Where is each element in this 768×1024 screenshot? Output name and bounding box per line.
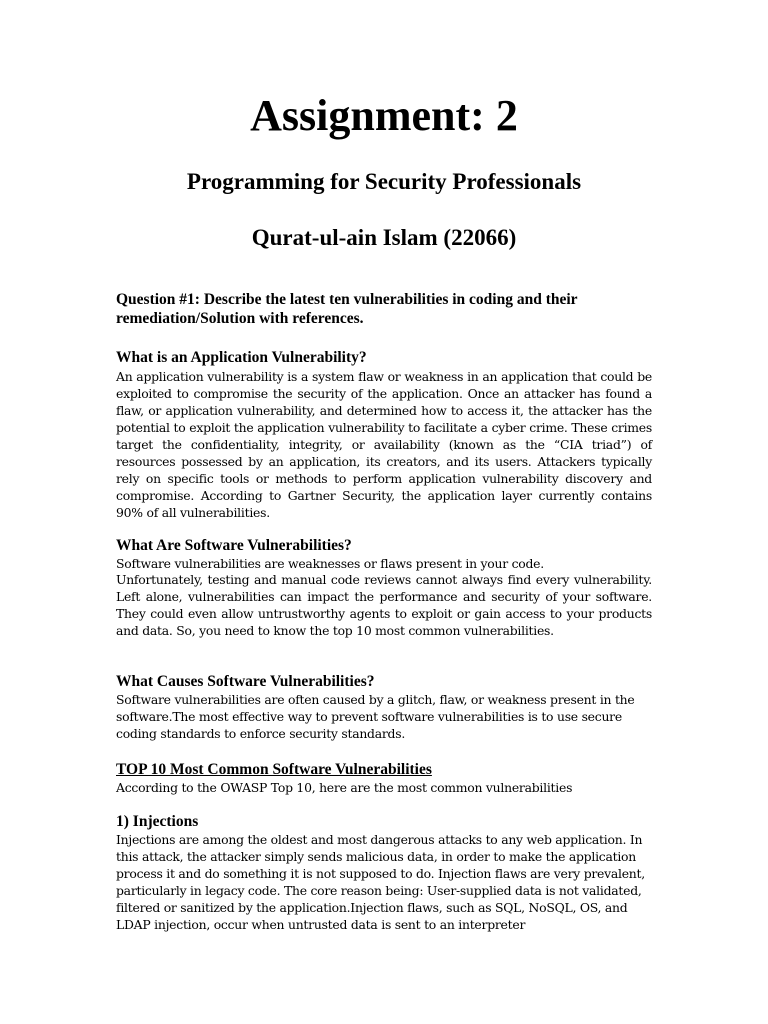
paragraph-causes: Software vulnerabilities are often caused by a glitch, flaw, or weakness present in the software.The most effective way to prevent software vulnerabilities is to use secure coding standards to enforce security standards.	[116, 692, 635, 741]
paragraph-injections: Injections are among the oldest and most dangerous attacks to any web application. In this attack, the attacker simply sends malicious data, in order to make the application process it and do something it is not supposed to do. Injection flaws are very prevalent, particularly in legacy code. The core reason being: User-supplied data is not validated, filtered or sanitized by the application.Injection flaws, such as SQL, NoSQL, OS, and LDAP injection, occur when untrusted data is sent to an interpreter	[116, 832, 645, 932]
heading-top10: TOP 10 Most Common Software Vulnerabilities	[116, 761, 432, 778]
document-title: Assignment: 2	[250, 91, 518, 140]
heading-injections: 1) Injections	[116, 813, 199, 830]
paragraph-software-vulnerabilities-intro: Software vulnerabilities are weaknesses or flaws present in your code.	[116, 556, 544, 571]
paragraph-software-vulnerabilities-detail: Unfortunately, testing and manual code reviews cannot always find every vulnerability. Left alone, vulnerabilities can impact the performance and security of your software. They could even allow untrustworthy agents to exploit or gain access to your products and data. So, you need to know the top 10 most common vulnerabilities.	[116, 572, 652, 638]
paragraph-application-vulnerability: An application vulnerability is a system flaw or weakness in an application that could be exploited to compromise the security of the application. Once an attacker has found a flaw, or application vulnerability, and determined how to access it, the attacker has the potential to exploit the application vulnerability to facilitate a cyber crime. These crimes target the confidentiality, integrity, or availability (known as the “CIA triad”) of resources possessed by an application, its creators, and its users. Attackers typically rely on specific tools or methods to perform application vulnerability discovery and compromise. According to Gartner Security, the application layer currently contains 90% of all vulnerabilities.	[116, 369, 652, 520]
heading-software-vulnerabilities: What Are Software Vulnerabilities?	[116, 537, 352, 554]
course-title: Programming for Security Professionals	[186, 169, 582, 194]
question-text: Question #1: Describe the latest ten vulnerabilities in coding and their remediation/Solution with references.	[116, 291, 578, 327]
author-line: Qurat-ul-ain Islam (22066)	[251, 225, 517, 250]
paragraph-top10: According to the OWASP Top 10, here are the most common vulnerabilities	[116, 780, 573, 795]
heading-application-vulnerability: What is an Application Vulnerability?	[116, 349, 367, 366]
heading-causes: What Causes Software Vulnerabilities?	[116, 673, 375, 690]
